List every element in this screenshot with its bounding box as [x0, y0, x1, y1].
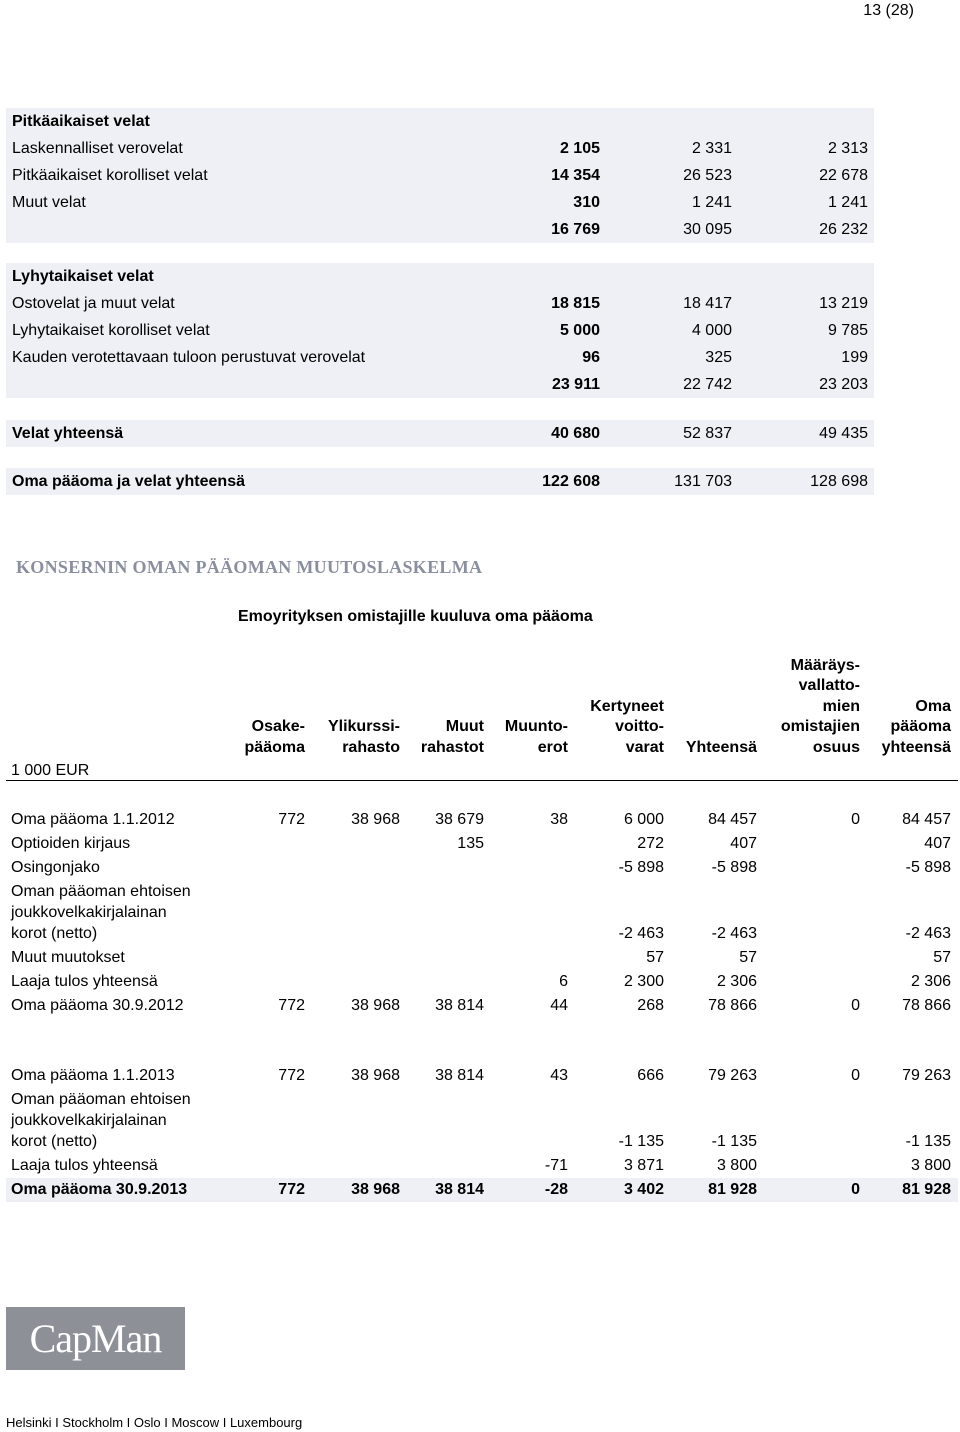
value-2012q3: 26 523: [683, 167, 732, 184]
value-2013: 18 815: [551, 295, 600, 312]
table-row: [6, 317, 874, 344]
cell-value: 78 866: [708, 997, 757, 1014]
group-header: Emoyrityksen omistajille kuuluva oma pääoma: [238, 608, 593, 625]
cell-value: 407: [924, 835, 951, 852]
cell-value: 38 968: [351, 997, 400, 1014]
column-header: Muunto- erot: [504, 718, 568, 756]
table-row: [6, 880, 958, 946]
row-label: Oman pääoman ehtoisen joukkovelkakirjalainan korot (netto): [11, 883, 191, 942]
cell-value: 135: [457, 835, 484, 852]
cell-value: 79 263: [902, 1067, 951, 1084]
table-row: [6, 1088, 958, 1154]
cell-value: -5 898: [905, 859, 951, 876]
row-label: Pitkäaikaiset korolliset velat: [12, 167, 208, 184]
cell-value: 38 814: [435, 1181, 484, 1198]
cell-value: 81 928: [902, 1181, 951, 1198]
liabilities-total-row: [6, 420, 874, 447]
section-title: KONSERNIN OMAN PÄÄOMAN MUUTOSLASKELMA: [16, 557, 483, 577]
cell-value: 44: [550, 997, 568, 1014]
value-2012q3: 2 331: [691, 140, 732, 157]
cell-value: -2 463: [618, 925, 664, 942]
grand-total-row: [6, 468, 874, 495]
value-2013: 310: [573, 194, 600, 211]
short-term-header-row: [6, 263, 874, 290]
cell-value: 57: [933, 949, 951, 966]
cell-value: 6: [559, 973, 568, 990]
row-label: Oma pääoma 30.9.2012: [11, 997, 184, 1014]
cell-value: 0: [851, 997, 860, 1014]
row-label: Osingonjako: [11, 859, 100, 876]
header-divider: [6, 780, 958, 781]
value-2012q3: 18 417: [683, 295, 732, 312]
cell-value: -71: [544, 1157, 568, 1174]
table-row: [6, 856, 958, 880]
value-2013: 5 000: [559, 322, 600, 339]
table-row: [6, 1064, 958, 1088]
table-row: [6, 1178, 958, 1202]
value-2012: 2 313: [827, 140, 868, 157]
cell-value: 3 871: [623, 1157, 664, 1174]
value-2012q3: 325: [705, 349, 732, 366]
cell-value: 2 300: [623, 973, 664, 990]
cell-value: -1 135: [711, 1133, 757, 1150]
value-2012: 22 678: [819, 167, 868, 184]
row-label: Oma pääoma 1.1.2013: [11, 1067, 175, 1084]
cell-value: 272: [637, 835, 664, 852]
row-label: Kauden verotettavaan tuloon perustuvat verovelat: [12, 349, 366, 366]
cell-value: 0: [851, 1181, 860, 1198]
cell-value: 772: [278, 811, 305, 828]
cell-value: 268: [637, 997, 664, 1014]
row-label: Lyhytaikaiset korolliset velat: [12, 322, 210, 339]
row-label: Oma pääoma 30.9.2013: [11, 1181, 188, 1198]
cell-value: 38 968: [351, 811, 400, 828]
table-row: [6, 1154, 958, 1178]
value-2013: 40 680: [551, 425, 600, 442]
cell-value: 3 402: [623, 1181, 664, 1198]
row-label: Oma pääoma ja velat yhteensä: [12, 473, 245, 490]
table-row: [6, 994, 958, 1018]
row-label: Oma pääoma 1.1.2012: [11, 811, 175, 828]
cell-value: 79 263: [708, 1067, 757, 1084]
cell-value: 407: [730, 835, 757, 852]
value-2012: 13 219: [819, 295, 868, 312]
cell-value: 772: [278, 1067, 305, 1084]
capman-logo: [6, 1307, 185, 1370]
value-2012: 199: [841, 349, 868, 366]
cell-value: -28: [544, 1181, 568, 1198]
cell-value: 81 928: [708, 1181, 757, 1198]
table-row: [6, 344, 874, 371]
value-2012: 26 232: [819, 221, 868, 238]
cell-value: 84 457: [708, 811, 757, 828]
unit-label: 1 000 EUR: [11, 762, 90, 779]
row-label: Muut muutokset: [11, 949, 125, 966]
column-header: Muut rahastot: [420, 718, 484, 756]
cell-value: 78 866: [902, 997, 951, 1014]
cell-value: 3 800: [910, 1157, 951, 1174]
value-2012: 128 698: [810, 473, 868, 490]
table-row: [6, 808, 958, 832]
cell-value: 772: [278, 1181, 305, 1198]
cell-value: 6 000: [623, 811, 664, 828]
table-row: [6, 832, 958, 856]
cell-value: 2 306: [716, 973, 757, 990]
cell-value: 772: [278, 997, 305, 1014]
page-number: 13 (28): [863, 2, 914, 19]
cell-value: 0: [851, 1067, 860, 1084]
cell-value: -1 135: [905, 1133, 951, 1150]
cell-value: -1 135: [618, 1133, 664, 1150]
row-label: Muut velat: [12, 194, 86, 211]
cell-value: 2 306: [910, 973, 951, 990]
row-label: Velat yhteensä: [12, 425, 124, 442]
value-2012: 23 203: [819, 376, 868, 393]
value-2012q3: 131 703: [674, 473, 732, 490]
value-2013: 14 354: [551, 167, 600, 184]
value-2012q3: 1 241: [691, 194, 732, 211]
cell-value: 57: [646, 949, 664, 966]
subtotal-row: [6, 371, 874, 398]
cell-value: -5 898: [711, 859, 757, 876]
cell-value: 84 457: [902, 811, 951, 828]
row-label: Oman pääoman ehtoisen joukkovelkakirjalainan korot (netto): [11, 1091, 191, 1150]
table-row: [6, 162, 874, 189]
value-2012q3: 22 742: [683, 376, 732, 393]
column-header: Osake- pääoma: [244, 718, 305, 756]
row-label: Laskennalliset verovelat: [12, 140, 183, 157]
value-2013: 23 911: [551, 376, 600, 393]
cell-value: 38 814: [435, 1067, 484, 1084]
column-header: Ylikurssi- rahasto: [327, 718, 400, 756]
table-row: [6, 189, 874, 216]
column-header: Oma pääoma yhteensä: [881, 697, 951, 756]
cell-value: 38 968: [351, 1181, 400, 1198]
logo-wordmark: CapMan: [29, 1316, 162, 1361]
row-label: Laaja tulos yhteensä: [11, 973, 158, 990]
cell-value: 38 968: [351, 1067, 400, 1084]
column-header: Kertyneet voitto- varat: [590, 697, 664, 756]
value-2013: 2 105: [559, 140, 600, 157]
short-term-header: Lyhytaikaiset velat: [12, 268, 154, 285]
cell-value: 666: [637, 1067, 664, 1084]
cell-value: 38 814: [435, 997, 484, 1014]
row-label: Ostovelat ja muut velat: [12, 295, 175, 312]
cell-value: 38: [550, 811, 568, 828]
table-row: [6, 946, 958, 970]
row-label: Laaja tulos yhteensä: [11, 1157, 158, 1174]
value-2013: 96: [582, 349, 600, 366]
value-2013: 16 769: [551, 221, 600, 238]
table-row: [6, 135, 874, 162]
long-term-header: Pitkäaikaiset velat: [12, 113, 150, 130]
equity-table-header: [0, 650, 960, 780]
footer-locations: Helsinki I Stockholm I Oslo I Moscow I Luxembourg: [6, 1415, 303, 1430]
cell-value: -2 463: [905, 925, 951, 942]
table-row: [6, 290, 874, 317]
long-term-header-row: [6, 108, 874, 135]
value-2012q3: 52 837: [683, 425, 732, 442]
value-2012: 49 435: [819, 425, 868, 442]
column-header: Määräys- vallatto- mien omistajien osuus: [780, 656, 860, 756]
value-2012q3: 30 095: [683, 221, 732, 238]
cell-value: 57: [739, 949, 757, 966]
table-row: [6, 970, 958, 994]
row-label: Optioiden kirjaus: [11, 835, 131, 852]
cell-value: 0: [851, 811, 860, 828]
value-2013: 122 608: [542, 473, 600, 490]
cell-value: 3 800: [716, 1157, 757, 1174]
cell-value: -2 463: [711, 925, 757, 942]
cell-value: -5 898: [618, 859, 664, 876]
cell-value: 38 679: [435, 811, 484, 828]
value-2012: 1 241: [827, 194, 868, 211]
value-2012q3: 4 000: [691, 322, 732, 339]
subtotal-row: [6, 216, 874, 243]
cell-value: 43: [550, 1067, 568, 1084]
value-2012: 9 785: [827, 322, 868, 339]
column-header: Yhteensä: [685, 738, 757, 756]
